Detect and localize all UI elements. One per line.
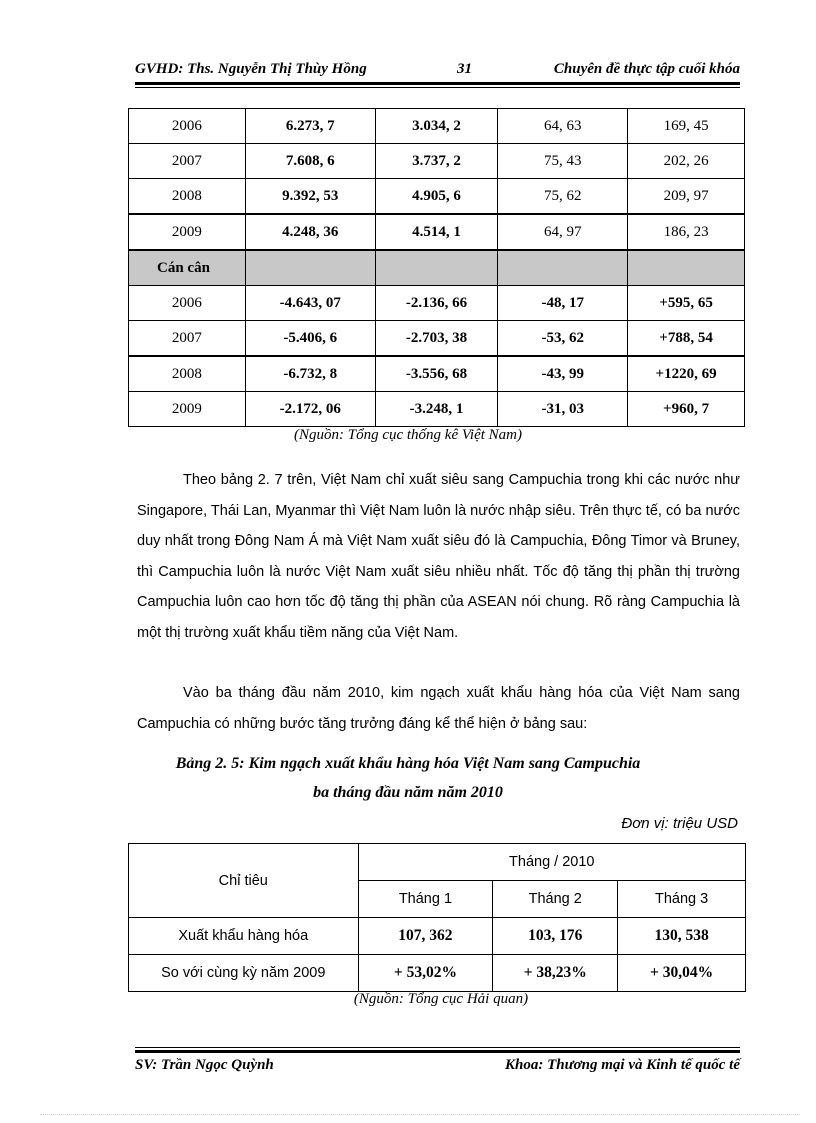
value-cell: 186, 23 — [628, 214, 745, 250]
body-paragraph: Vào ba tháng đầu năm 2010, kim ngạch xuất khẩu hàng hóa của Việt Nam sang Campuchia có những bước tăng trưởng đáng kể thể hiện ở bảng sau: — [137, 685, 740, 732]
table-row — [129, 392, 745, 427]
value-cell: + 53,02% — [358, 955, 493, 992]
row-label: So với cùng kỳ năm 2009 — [129, 955, 359, 992]
trade-balance-table — [128, 108, 745, 427]
year-cell: 2008 — [129, 356, 246, 392]
empty-cell — [375, 250, 498, 286]
page-footer — [135, 1055, 740, 1079]
value-cell: + 30,04% — [618, 955, 746, 992]
value-cell: 7.608, 6 — [245, 144, 375, 179]
value-cell: 6.273, 7 — [245, 109, 375, 144]
table-row — [129, 955, 746, 992]
value-cell: 9.392, 53 — [245, 179, 375, 215]
export-table — [128, 843, 746, 992]
empty-cell — [245, 250, 375, 286]
value-cell: -2.172, 06 — [245, 392, 375, 427]
year-cell: 2009 — [129, 214, 246, 250]
value-cell: -5.406, 6 — [245, 321, 375, 357]
value-cell: -53, 62 — [498, 321, 628, 357]
value-cell: 4.248, 36 — [245, 214, 375, 250]
value-cell: -48, 17 — [498, 286, 628, 321]
page-edge-divider — [40, 1114, 800, 1115]
value-cell: 75, 62 — [498, 179, 628, 215]
header-supervisor: GVHD: Ths. Nguyễn Thị Thùy Hồng — [135, 61, 367, 77]
table-row — [129, 918, 746, 955]
value-cell: -4.643, 07 — [245, 286, 375, 321]
footer-student: SV: Trần Ngọc Quỳnh — [135, 1057, 274, 1073]
value-cell: -6.732, 8 — [245, 356, 375, 392]
table-row — [129, 356, 745, 392]
table-row — [129, 144, 745, 179]
year-cell: 2006 — [129, 286, 246, 321]
header-title: Chuyên đề thực tập cuối khóa — [553, 61, 740, 77]
value-cell: +788, 54 — [628, 321, 745, 357]
footer-rule-thin — [135, 1047, 740, 1048]
year-cell: 2008 — [129, 179, 246, 215]
value-cell: 107, 362 — [358, 918, 493, 955]
year-cell: 2007 — [129, 321, 246, 357]
value-cell: -43, 99 — [498, 356, 628, 392]
value-cell: 202, 26 — [628, 144, 745, 179]
value-cell: 209, 97 — [628, 179, 745, 215]
section-row-balance — [129, 250, 745, 286]
section-label: Cán cân — [129, 250, 246, 286]
value-cell: 64, 97 — [498, 214, 628, 250]
value-cell: -3.556, 68 — [375, 356, 498, 392]
header-rule-thin — [135, 87, 740, 88]
page-number: 31 — [457, 61, 472, 77]
value-cell: 3.034, 2 — [375, 109, 498, 144]
value-cell: 3.737, 2 — [375, 144, 498, 179]
table-source-note: (Nguồn: Tổng cục thống kê Việt Nam) — [293, 427, 522, 443]
value-cell: 75, 43 — [498, 144, 628, 179]
footer-rule-thick — [135, 1050, 740, 1053]
value-cell: 169, 45 — [628, 109, 745, 144]
column-header: Tháng 2 — [493, 881, 618, 918]
column-header: Chỉ tiêu — [129, 844, 359, 918]
column-header: Tháng 1 — [358, 881, 493, 918]
table-source-note: (Nguồn: Tổng cục Hải quan) — [353, 991, 529, 1007]
body-paragraph: Theo bảng 2. 7 trên, Việt Nam chỉ xuất siêu sang Campuchia trong khi các nước như Singapore, Thái Lan, Myanmar thì Việt Nam luôn là nước nhập siêu. Trên thực tế, có ba nước duy nhất trong Đông Nam Á mà Việt Nam xuất siêu đó là Campuchia, Đông Timor và Bruney, thì Campuchia luôn là nước Việt Nam xuất siêu nhiều nhất. Tốc độ tăng thị phần thị trường Campuchia luôn cao hơn tốc độ tăng thị phần của ASEAN nói chung. Rõ ràng Campuchia là một thị trường xuất khẩu tiềm năng của Việt Nam. — [137, 472, 740, 641]
value-cell: 4.514, 1 — [375, 214, 498, 250]
value-cell: 4.905, 6 — [375, 179, 498, 215]
empty-cell — [628, 250, 745, 286]
value-cell: -2.703, 38 — [375, 321, 498, 357]
year-cell: 2007 — [129, 144, 246, 179]
value-cell: -31, 03 — [498, 392, 628, 427]
value-cell: +595, 65 — [628, 286, 745, 321]
empty-cell — [498, 250, 628, 286]
page-header — [135, 58, 740, 82]
value-cell: 103, 176 — [493, 918, 618, 955]
table-header-row — [129, 844, 746, 881]
value-cell: 64, 63 — [498, 109, 628, 144]
table-caption: Bảng 2. 5: Kim ngạch xuất khẩu hàng hóa Việt Nam sang Campuchia — [175, 755, 641, 772]
value-cell: -3.248, 1 — [375, 392, 498, 427]
value-cell: 130, 538 — [618, 918, 746, 955]
unit-note: Đơn vị: triệu USD — [621, 815, 738, 832]
year-cell: 2009 — [129, 392, 246, 427]
header-rule-thick — [135, 82, 740, 85]
table-row — [129, 214, 745, 250]
column-group-header: Tháng / 2010 — [358, 844, 745, 881]
table-row — [129, 179, 745, 215]
table-row — [129, 109, 745, 144]
row-label: Xuất khẩu hàng hóa — [129, 918, 359, 955]
table-row — [129, 321, 745, 357]
table-row — [129, 286, 745, 321]
value-cell: -2.136, 66 — [375, 286, 498, 321]
value-cell: +960, 7 — [628, 392, 745, 427]
value-cell: + 38,23% — [493, 955, 618, 992]
value-cell: +1220, 69 — [628, 356, 745, 392]
table-caption-line2: ba tháng đầu năm năm 2010 — [313, 784, 503, 801]
footer-faculty: Khoa: Thương mại và Kinh tế quốc tế — [505, 1057, 740, 1073]
year-cell: 2006 — [129, 109, 246, 144]
column-header: Tháng 3 — [618, 881, 746, 918]
